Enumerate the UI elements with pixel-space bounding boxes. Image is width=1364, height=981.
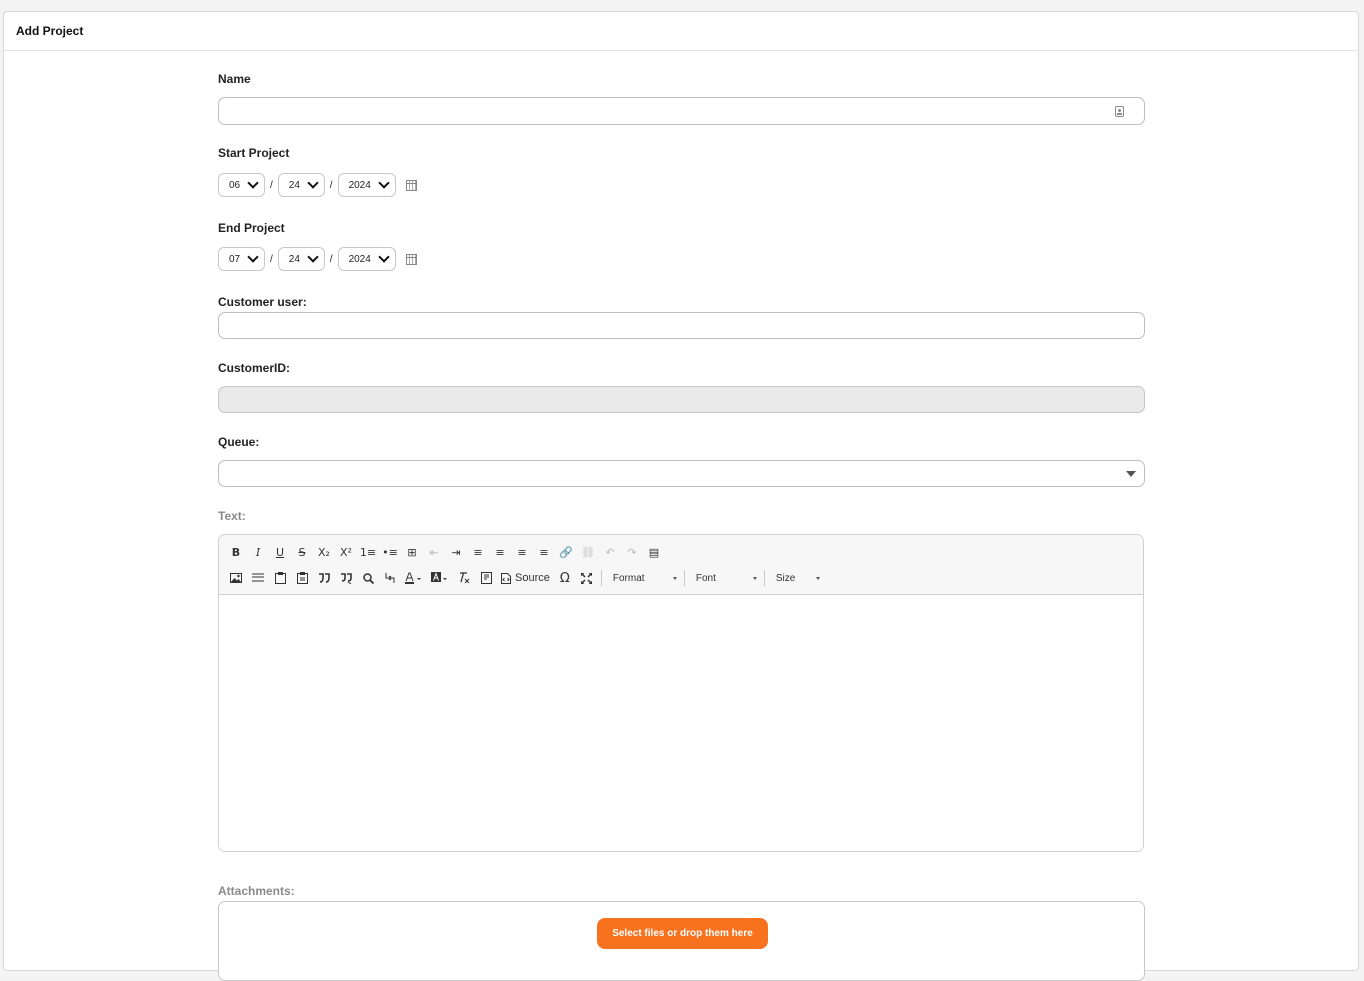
customer-id-input bbox=[218, 386, 1145, 413]
editor-toolbar bbox=[219, 535, 1143, 595]
page-title: Add Project bbox=[16, 24, 84, 38]
increase-indent-button[interactable]: ⇥ bbox=[451, 545, 461, 559]
table-button[interactable]: ⊞ bbox=[407, 545, 417, 559]
text-color-icon[interactable] bbox=[401, 567, 427, 589]
name-input[interactable] bbox=[218, 97, 1145, 125]
link-button[interactable]: 🔗 bbox=[559, 545, 573, 559]
text-label: Text: bbox=[218, 509, 246, 523]
caret-down-icon bbox=[816, 577, 820, 580]
toolbar-separator bbox=[684, 570, 685, 586]
chevron-down-icon bbox=[307, 251, 318, 262]
chevron-down-icon bbox=[247, 251, 258, 262]
select-files-button[interactable]: Select files or drop them here bbox=[597, 918, 768, 949]
contact-card-icon[interactable] bbox=[1115, 106, 1124, 117]
caret-down-icon bbox=[673, 577, 677, 580]
caret-down-icon bbox=[753, 577, 757, 580]
special-char-button[interactable]: Ω bbox=[559, 570, 570, 586]
start-day-select[interactable]: 24 bbox=[278, 173, 325, 197]
strikethrough-button[interactable]: S bbox=[298, 545, 306, 559]
bulleted-list-button[interactable]: •≡ bbox=[382, 545, 398, 559]
calendar-icon[interactable] bbox=[406, 254, 417, 265]
unquote-icon[interactable] bbox=[335, 567, 357, 589]
caret-down-icon bbox=[1126, 471, 1136, 477]
end-project-label: End Project bbox=[218, 221, 285, 235]
editor-content-area[interactable] bbox=[219, 595, 1143, 852]
justify-button[interactable]: ≡ bbox=[539, 545, 549, 559]
customer-user-input[interactable] bbox=[218, 312, 1145, 339]
chevron-down-icon bbox=[307, 177, 318, 188]
name-label: Name bbox=[218, 72, 251, 86]
align-left-button[interactable]: ≡ bbox=[473, 545, 483, 559]
decrease-indent-button[interactable]: ⇤ bbox=[429, 545, 439, 559]
blockquote-icon[interactable] bbox=[313, 567, 335, 589]
format-combo[interactable]: Format bbox=[605, 567, 681, 589]
templates-icon[interactable] bbox=[475, 567, 497, 589]
numbered-list-button[interactable]: 1≡ bbox=[359, 545, 377, 559]
toolbar-separator bbox=[601, 570, 602, 586]
font-combo[interactable]: Font bbox=[688, 567, 761, 589]
bold-button[interactable]: B bbox=[231, 545, 241, 559]
queue-select[interactable] bbox=[218, 460, 1145, 487]
unlink-button[interactable]: ⛓ bbox=[581, 545, 595, 559]
replace-icon[interactable] bbox=[379, 567, 401, 589]
start-project-label: Start Project bbox=[218, 146, 290, 160]
paste-text-icon[interactable] bbox=[291, 567, 313, 589]
chevron-down-icon bbox=[378, 177, 389, 188]
attachments-label: Attachments: bbox=[218, 884, 295, 898]
bg-color-icon[interactable] bbox=[427, 567, 453, 589]
end-day-select[interactable]: 24 bbox=[278, 247, 325, 271]
source-button[interactable] bbox=[497, 567, 554, 589]
align-right-button[interactable]: ≡ bbox=[517, 545, 527, 559]
paste-icon[interactable] bbox=[269, 567, 291, 589]
date-separator: / bbox=[329, 253, 333, 265]
maximize-icon[interactable] bbox=[576, 567, 598, 589]
date-separator: / bbox=[329, 179, 333, 191]
date-separator: / bbox=[270, 253, 273, 265]
customer-user-label: Customer user: bbox=[218, 295, 307, 309]
subscript-button[interactable]: X₂ bbox=[318, 545, 330, 559]
align-center-button[interactable]: ≡ bbox=[495, 545, 505, 559]
start-year-select[interactable]: 2024 bbox=[338, 173, 396, 197]
start-date-row bbox=[218, 173, 417, 197]
undo-button[interactable]: ↶ bbox=[605, 545, 615, 559]
date-separator: / bbox=[270, 179, 273, 191]
toolbar-separator bbox=[764, 570, 765, 586]
end-date-row bbox=[218, 247, 417, 271]
customer-id-label: CustomerID: bbox=[218, 361, 291, 375]
chevron-down-icon bbox=[378, 251, 389, 262]
end-year-select[interactable]: 2024 bbox=[338, 247, 396, 271]
card-header bbox=[4, 12, 1358, 51]
image-icon[interactable] bbox=[225, 567, 247, 589]
source-label: Source bbox=[515, 572, 550, 584]
end-month-select[interactable]: 07 bbox=[218, 247, 265, 271]
size-combo[interactable]: Size bbox=[768, 567, 824, 589]
italic-button[interactable]: I bbox=[255, 545, 261, 559]
remove-format-icon[interactable] bbox=[453, 567, 475, 589]
superscript-button[interactable]: X² bbox=[340, 545, 352, 559]
chevron-down-icon bbox=[247, 177, 258, 188]
redo-button[interactable]: ↷ bbox=[627, 545, 637, 559]
attachments-dropzone[interactable] bbox=[218, 901, 1145, 981]
calendar-icon[interactable] bbox=[406, 180, 417, 191]
horizontal-line-icon[interactable] bbox=[247, 567, 269, 589]
underline-button[interactable]: U bbox=[275, 545, 285, 559]
start-month-select[interactable]: 06 bbox=[218, 173, 265, 197]
add-project-card bbox=[3, 11, 1359, 971]
toolbar-row-2 bbox=[225, 565, 1137, 591]
toolbar-row-1 bbox=[225, 539, 1137, 565]
queue-label: Queue: bbox=[218, 435, 260, 449]
page-break-button[interactable]: ▤ bbox=[648, 545, 660, 559]
find-icon[interactable] bbox=[357, 567, 379, 589]
rich-text-editor bbox=[218, 534, 1144, 852]
